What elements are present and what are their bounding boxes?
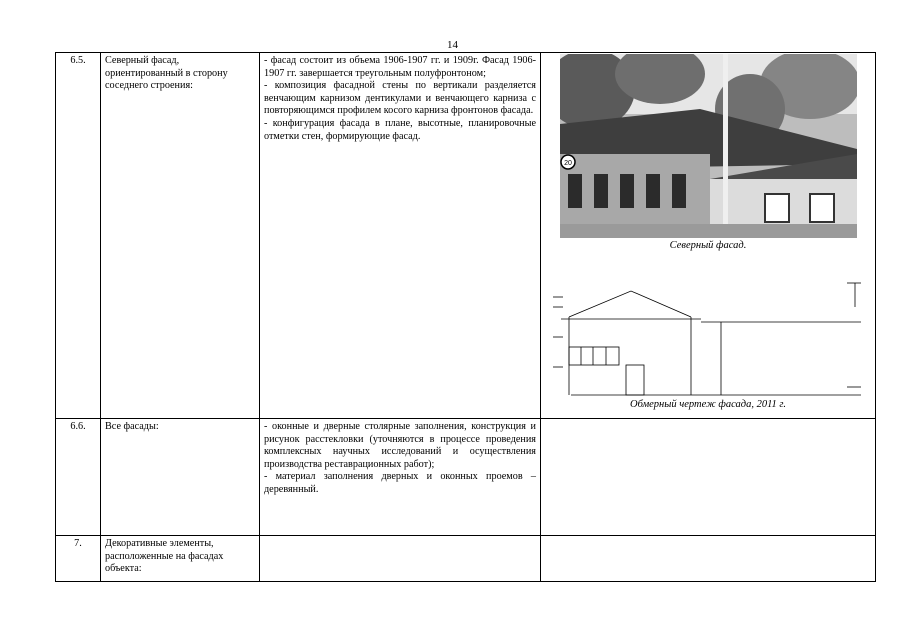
description-item: - фасад состоит из объема 1906-1907 гг. и 1909г. Фасад 1906-1907 гг. завершается треугольным полуфронтоном;: [264, 55, 536, 79]
row-description: [260, 536, 541, 582]
table-row-7: [56, 536, 876, 582]
row-number: 7.: [56, 536, 101, 582]
row-number: 6.5.: [56, 53, 101, 419]
north-facade-photo: [560, 54, 857, 238]
row-description: [260, 53, 541, 419]
row-number: 6.6.: [56, 419, 101, 536]
table-row-6-6: [56, 419, 876, 536]
row-title: Северный фасад, ориентированный в сторону соседнего строения:: [101, 53, 260, 419]
row-illustrations: [541, 536, 876, 582]
drawing-caption: Обмерный чертеж фасада, 2011 г.: [629, 398, 786, 410]
row-description: [260, 419, 541, 536]
description-item: - оконные и дверные столярные заполнения, конструкция и рисунок расстекловки (уточняются в процессе проведения комплексных научных исследований и осуществления производства реставрационных работ);: [264, 421, 536, 470]
photo-caption: Северный фасад.: [669, 240, 747, 251]
row-title: Все фасады:: [101, 419, 260, 536]
speed-limit-sign-text: 20: [563, 160, 572, 167]
description-item: - конфигурация фасада в плане, высотные, планировочные отметки стен, формирующие фасад.: [264, 117, 536, 142]
description-item: - композиция фасадной стены по вертикали разделяется венчающим карнизом дентикулами и венчающего карниза с повторяющимся профилем косого карниза фронтонов фасада.: [264, 80, 536, 117]
facade-elements-table: [55, 52, 876, 582]
table-row-6-5: [56, 53, 876, 419]
row-title: Декоративные элементы, расположенные на фасадах объекта:: [101, 536, 260, 582]
row-illustrations: [541, 53, 876, 419]
facade-measured-drawing: [551, 277, 865, 397]
row-illustrations: [541, 419, 876, 536]
description-item: - материал заполнения дверных и оконных проемов – деревянный.: [264, 471, 536, 495]
page-number: 14: [447, 39, 458, 51]
